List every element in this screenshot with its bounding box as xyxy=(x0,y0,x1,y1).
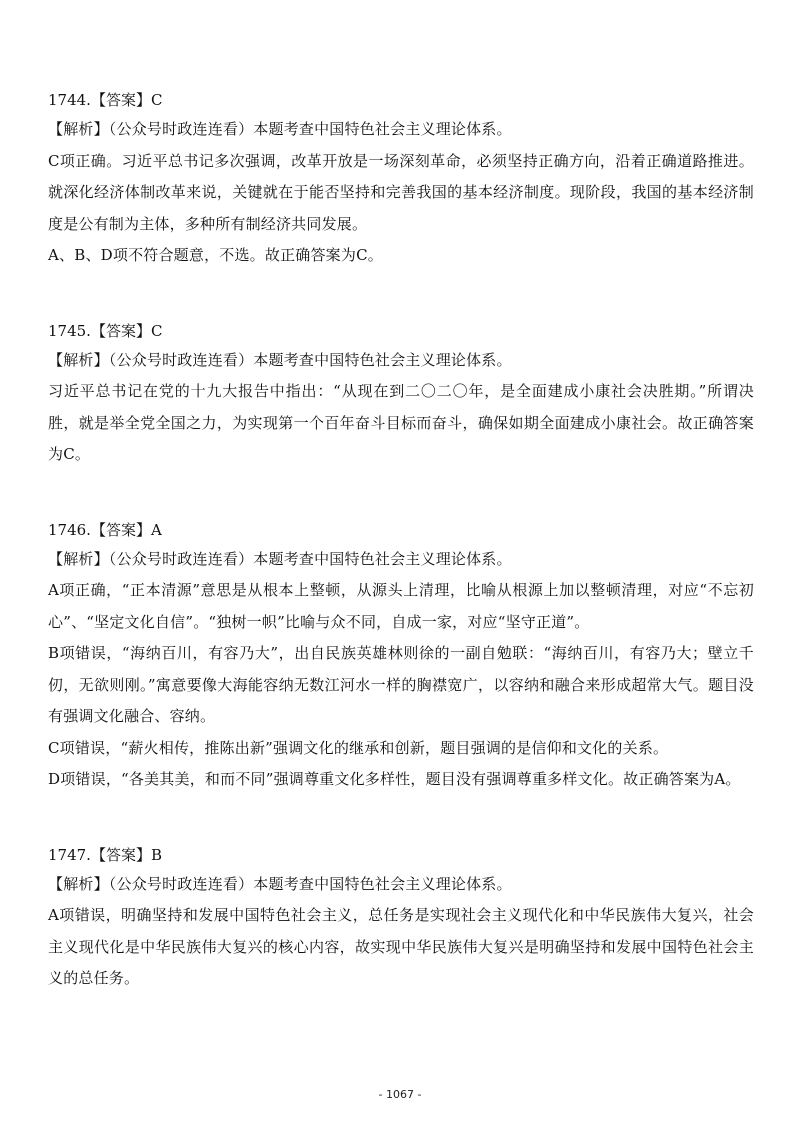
analysis-paragraph: A、B、D项不符合题意，不选。故正确答案为C。 xyxy=(48,246,383,264)
analysis-paragraph: C项错误，“薪火相传，推陈出新”强调文化的继承和创新，题目强调的是信仰和文化的关系。 xyxy=(48,738,669,757)
analysis-paragraph: D项错误，“各美其美，和而不同”强调尊重文化多样性，题目没有强调尊重多样文化。故正确答案为A。 xyxy=(48,770,741,788)
page-number: - 1067 - xyxy=(378,1088,422,1101)
analysis-paragraph: C项正确。习近平总书记多次强调，改革开放是一场深刻革命，必须坚持正确方向，沿着正确道路推进。就深化经济体制改革来说，关键就在于能否坚持和完善我国的基本经济制度。现阶段，我国的基本经济制度是公有制为主体，多种所有制经济共同发展。 xyxy=(48,151,754,233)
question-1747 xyxy=(48,841,754,995)
analysis-paragraph: 【解析】（公众号时政连连看）本题考查中国特色社会主义理论体系。 xyxy=(48,120,512,138)
answer-heading: 1747.【答案】B xyxy=(48,845,162,864)
analysis-paragraph: 【解析】（公众号时政连连看）本题考查中国特色社会主义理论体系。 xyxy=(48,350,512,369)
analysis-paragraph: A项错误，明确坚持和发展中国特色社会主义，总任务是实现社会主义现代化和中华民族伟大复兴，社会主义现代化是中华民族伟大复兴的核心内容，故实现中华民族伟大复兴是明确坚持和发展中国特色社会主义的总任务。 xyxy=(48,906,754,987)
question-1744 xyxy=(48,86,754,272)
answer-heading: 1746.【答案】A xyxy=(48,520,162,539)
spacer xyxy=(48,272,754,317)
answer-heading: 1745.【答案】C xyxy=(48,321,163,340)
question-1745 xyxy=(48,317,754,471)
analysis-paragraph: 习近平总书记在党的十九大报告中指出：“从现在到二〇二〇年，是全面建成小康社会决胜期。”所谓决胜，就是举全党全国之力，为实现第一个百年奋斗目标而奋斗，确保如期全面建成小康社会。故正确答案为C。 xyxy=(48,382,754,463)
answer-content xyxy=(48,86,754,995)
analysis-paragraph: A项正确，“正本清源”意思是从根本上整顿，从源头上清理，比喻从根源上加以整顿清理，对应“不忘初心”、“坚定文化自信”。“独树一帜”比喻与众不同，自成一家，对应“坚守正道”。 xyxy=(48,581,754,631)
spacer xyxy=(48,796,754,841)
analysis-paragraph: B项错误，“海纳百川，有容乃大”，出自民族英雄林则徐的一副自勉联：“海纳百川，有容乃大；壁立千仞，无欲则刚。”寓意要像大海能容纳无数江河水一样的胸襟宽广，以容纳和融合来形成超常大气。题目没有强调文化融合、容纳。 xyxy=(48,644,754,725)
answer-heading: 1744.【答案】C xyxy=(48,91,163,109)
question-1746 xyxy=(48,516,754,796)
analysis-paragraph: 【解析】（公众号时政连连看）本题考查中国特色社会主义理论体系。 xyxy=(48,549,512,568)
analysis-paragraph: 【解析】（公众号时政连连看）本题考查中国特色社会主义理论体系。 xyxy=(48,874,512,893)
spacer xyxy=(48,471,754,516)
